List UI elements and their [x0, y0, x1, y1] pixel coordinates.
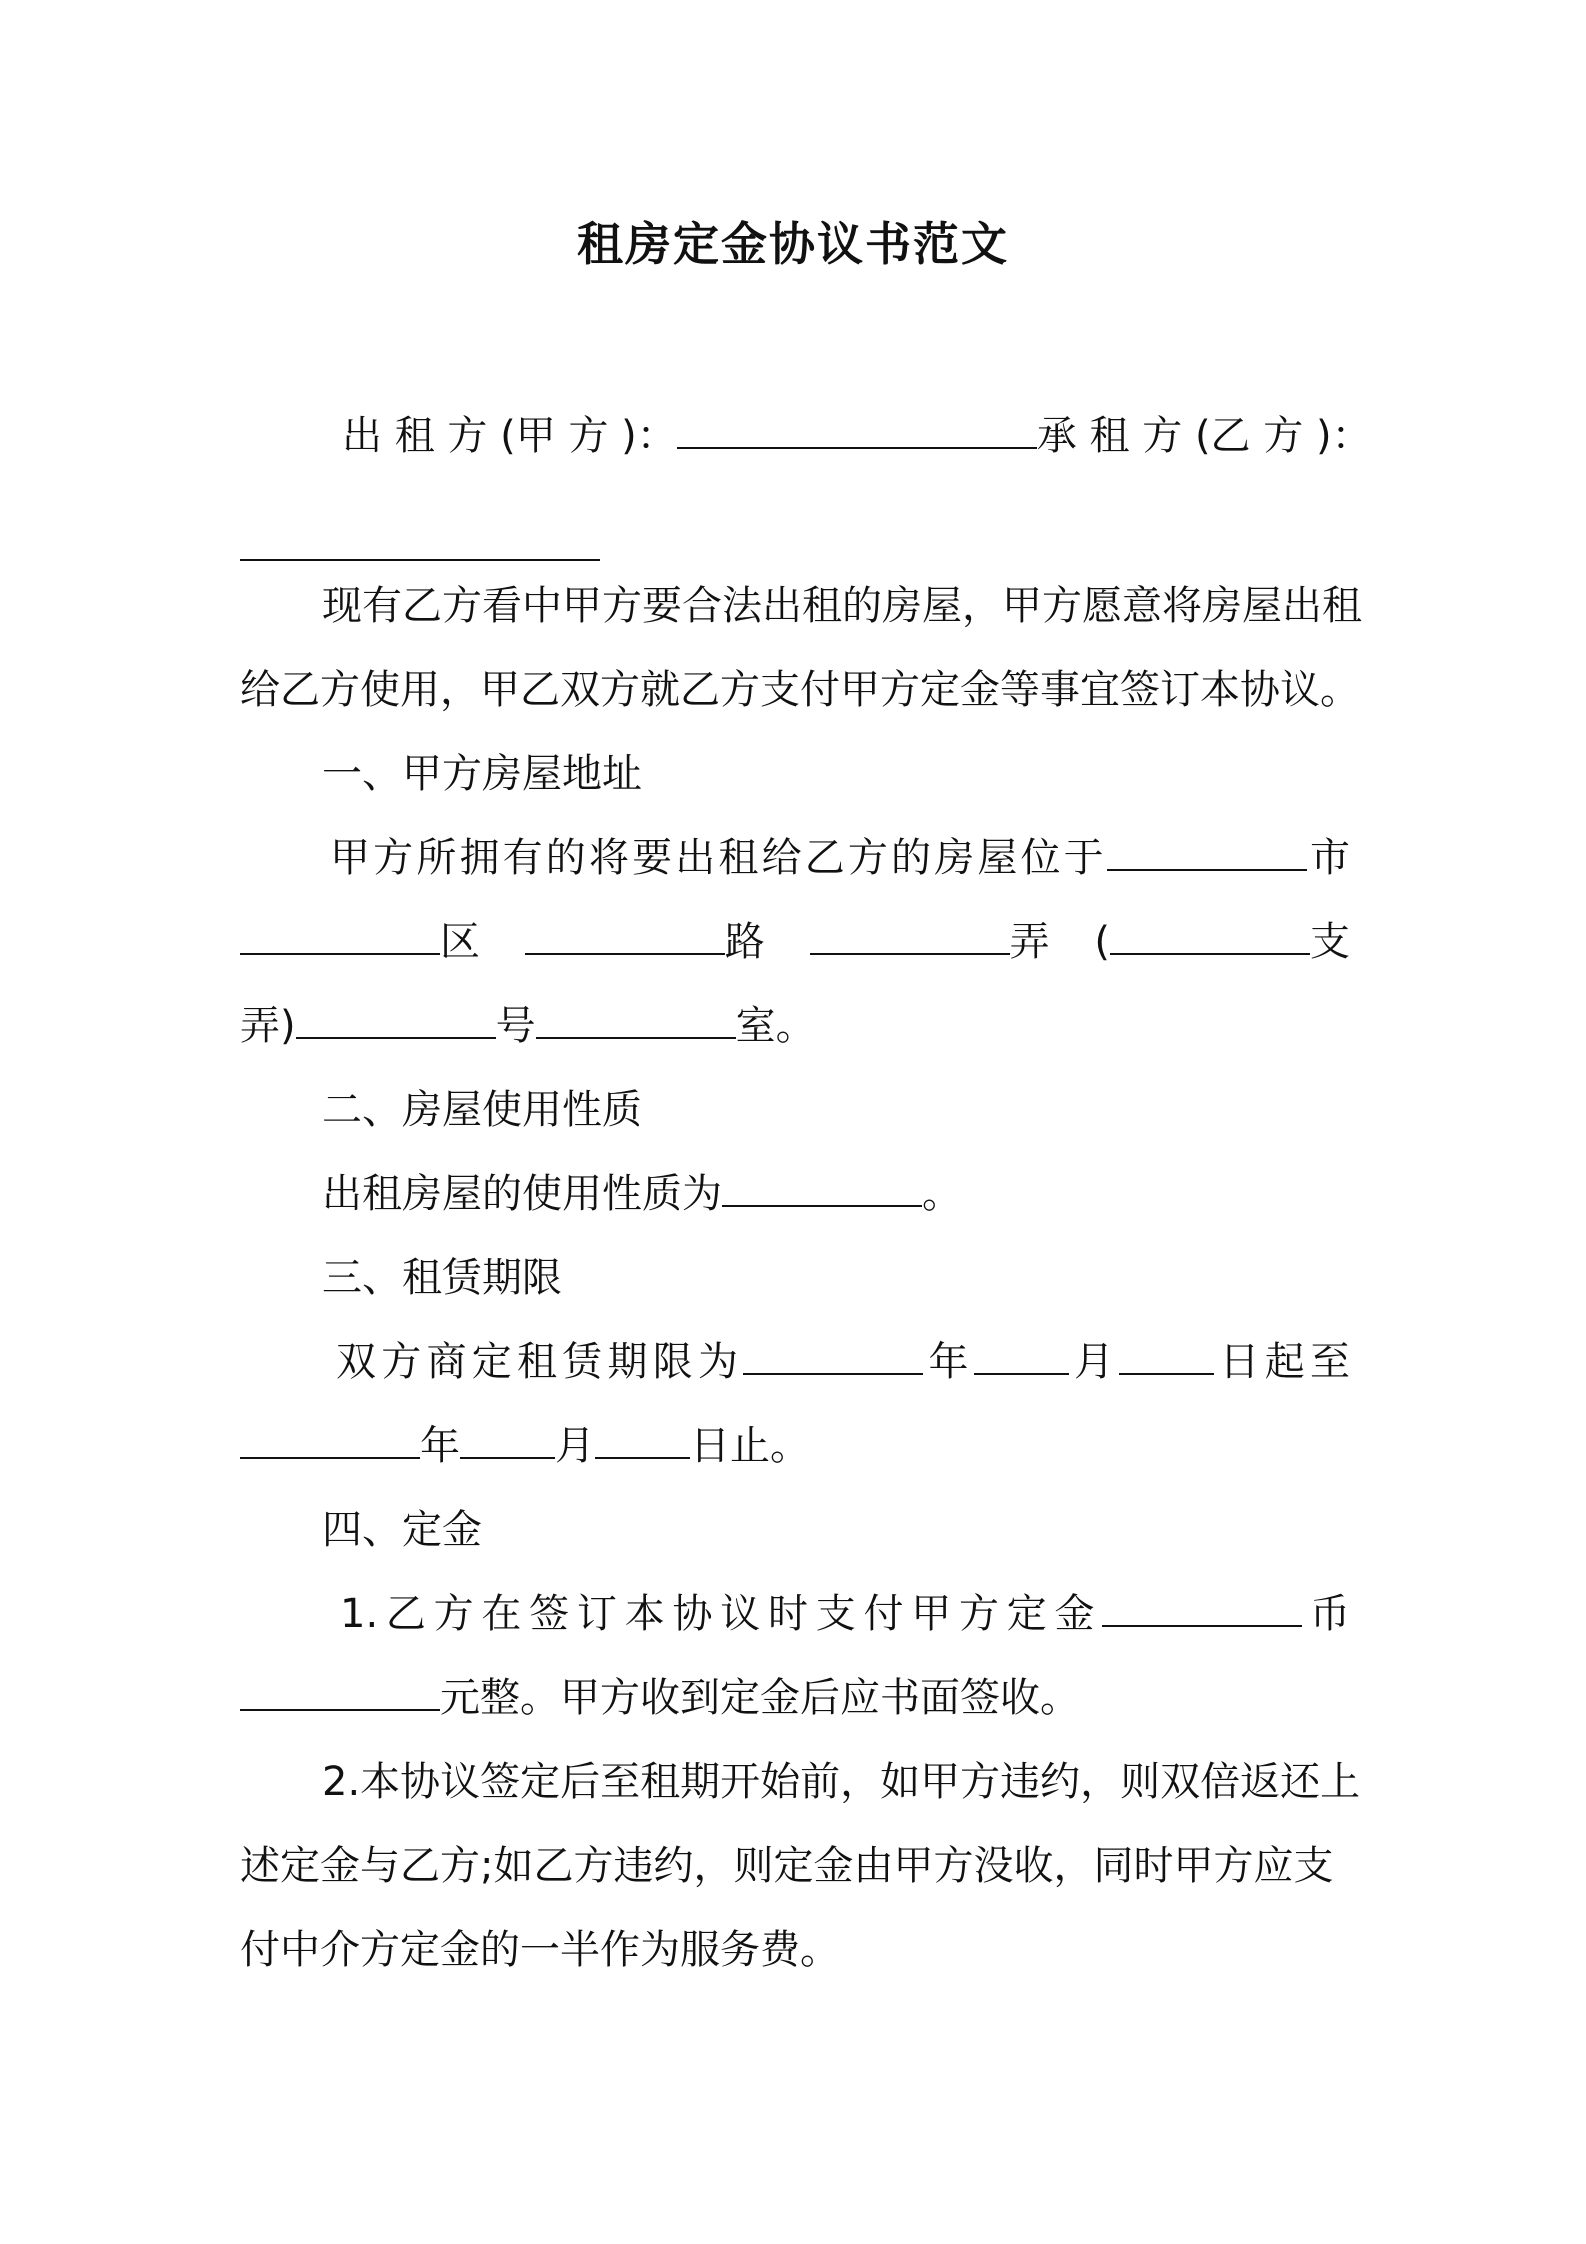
number-blank — [296, 999, 496, 1039]
road-label: 路 — [724, 919, 765, 965]
branch-field — [1094, 914, 1350, 970]
intro-line-2: 给乙方使用，甲乙双方就乙方支付甲方定金等事宜签订本协议。 — [240, 667, 1360, 713]
section4-item1-line-2 — [240, 1670, 1350, 1726]
start-month-label: 月 — [1068, 1339, 1120, 1385]
currency-blank — [1102, 1587, 1302, 1627]
section1-text-start: 甲方所拥有的将要出租给乙方的房屋位于 — [330, 835, 1107, 881]
lane-field — [810, 914, 1050, 970]
lessee-blank — [240, 521, 600, 561]
end-year-label: 年 — [420, 1423, 460, 1469]
section3-line-2 — [240, 1418, 1350, 1474]
room-blank — [536, 999, 736, 1039]
section3-heading: 三、租赁期限 — [322, 1255, 562, 1301]
section2-heading: 二、房屋使用性质 — [322, 1087, 642, 1133]
usage-end: 。 — [922, 1171, 962, 1217]
amount-blank — [240, 1671, 440, 1711]
section4-item2-line-3: 付中介方定金的一半作为服务费。 — [240, 1927, 840, 1973]
branch-label: 支 — [1310, 919, 1350, 965]
lessor-label: 出 租 方 (甲 方 )： — [342, 413, 677, 459]
end-month-blank — [460, 1419, 555, 1459]
section4-item2-line-2: 述定金与乙方;如乙方违约，则定金由甲方没收，同时甲方应支 — [240, 1843, 1334, 1889]
start-month-blank — [974, 1335, 1069, 1375]
section4-item2-line-1: 2.本协议签定后至租期开始前，如甲方违约，则双倍返还上 — [322, 1759, 1361, 1805]
end-day-label: 日止。 — [690, 1423, 810, 1469]
section4-heading: 四、定金 — [322, 1507, 482, 1553]
road-field — [525, 914, 765, 970]
section4-item1-line-1 — [340, 1586, 1350, 1642]
city-blank — [1107, 831, 1307, 871]
room-label: 室。 — [735, 1003, 816, 1049]
end-year-blank — [240, 1419, 420, 1459]
lane-label: 弄 — [1009, 919, 1050, 965]
lessor-blank — [677, 409, 1037, 449]
currency-label: 币 — [1302, 1591, 1351, 1637]
city-label: 市 — [1306, 835, 1351, 881]
section1-line-2 — [240, 914, 1350, 970]
lessee-label: 承 租 方 (乙 方 )： — [1036, 413, 1372, 459]
number-label: 号 — [495, 1003, 536, 1049]
road-blank — [525, 915, 725, 955]
section2-line — [322, 1166, 1350, 1222]
lane-blank — [810, 915, 1010, 955]
intro-line-1: 现有乙方看中甲方要合法出租的房屋，甲方愿意将房屋出租 — [322, 583, 1362, 629]
section1-line-3 — [240, 998, 1350, 1054]
district-field — [240, 914, 480, 970]
parties-line — [342, 408, 1372, 464]
end-month-label: 月 — [555, 1423, 595, 1469]
start-day-blank — [1119, 1335, 1214, 1375]
end-day-blank — [595, 1419, 690, 1459]
document-title: 租房定金协议书范文 — [577, 217, 1009, 271]
district-label: 区 — [440, 919, 480, 965]
usage-text: 出租房屋的使用性质为 — [322, 1171, 722, 1217]
deposit-text-end: 元整。甲方收到定金后应书面签收。 — [440, 1675, 1080, 1721]
district-blank — [240, 915, 440, 955]
section1-line-1 — [330, 830, 1350, 886]
start-year-blank — [743, 1335, 923, 1375]
deposit-text-start: 1.乙方在签订本协议时支付甲方定金 — [340, 1591, 1103, 1637]
section3-line-1 — [336, 1334, 1350, 1390]
section1-heading: 一、甲方房屋地址 — [322, 751, 642, 797]
branch-blank — [1110, 915, 1310, 955]
start-day-label: 日起至 — [1214, 1339, 1350, 1385]
usage-blank — [722, 1167, 922, 1207]
term-text-start: 双方商定租赁期限为 — [336, 1339, 744, 1385]
branch-close: 弄) — [240, 1003, 296, 1049]
branch-open: ( — [1094, 919, 1110, 965]
start-year-label: 年 — [923, 1339, 974, 1385]
lessee-blank-line — [240, 520, 1350, 576]
